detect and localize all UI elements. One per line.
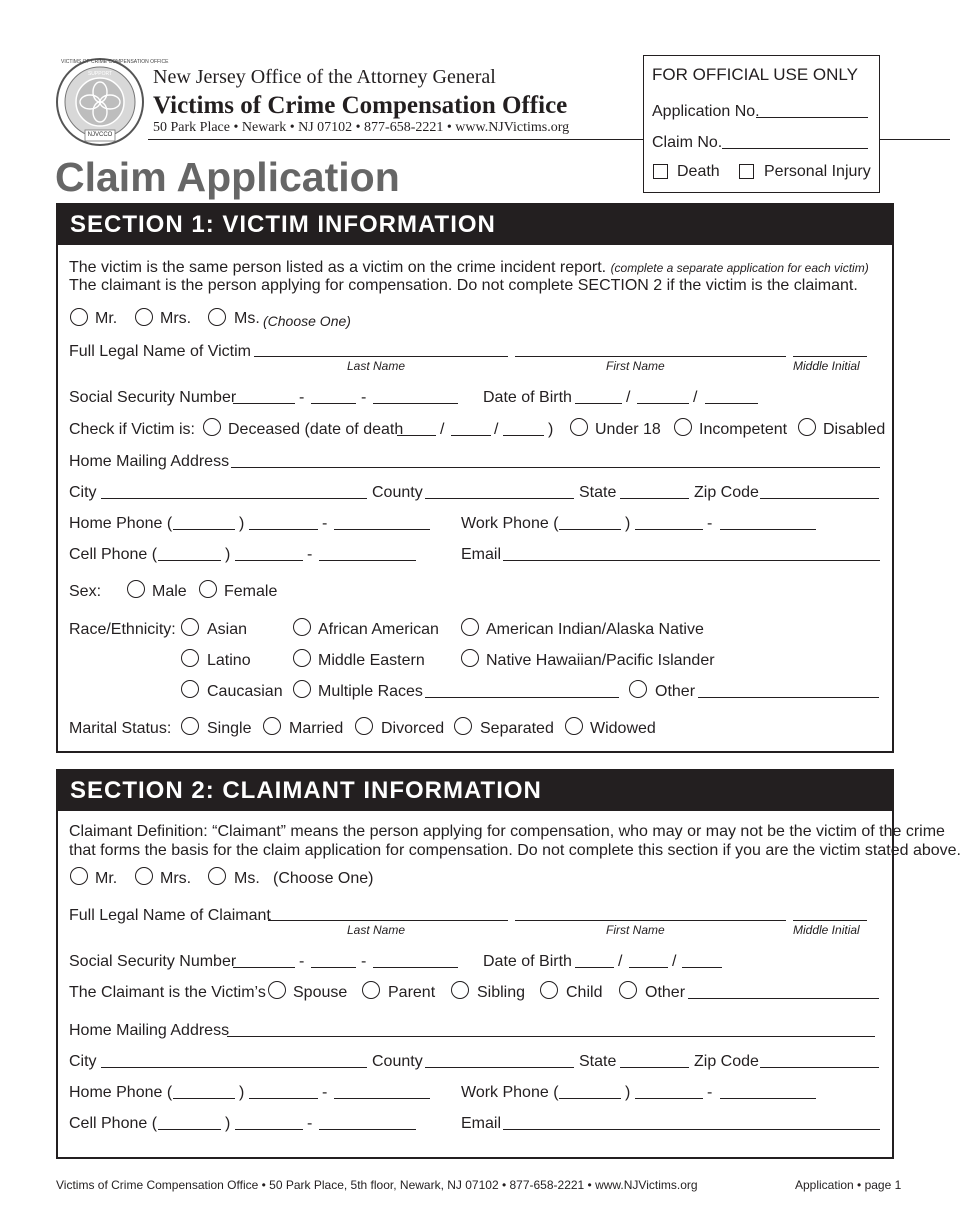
s2-cell-phone-close: ) xyxy=(225,1115,231,1132)
s2-county-field[interactable] xyxy=(425,1067,574,1068)
s2-state-field[interactable] xyxy=(620,1067,689,1068)
footer-address: Victims of Crime Compensation Office • 50 Park Place, 5th floor, Newark, NJ 07102 • 877-658-2221 • www.NJVictims.org xyxy=(56,1178,698,1192)
footer-page-number: Application • page 1 xyxy=(795,1178,902,1192)
s1-asian-radio[interactable] xyxy=(181,618,199,636)
s1-death-day[interactable] xyxy=(451,435,491,436)
s1-intro-note: (complete a separate application for each victim) xyxy=(610,261,869,275)
s2-cell-phone-label: Cell Phone ( xyxy=(69,1115,158,1132)
s1-death-close: ) xyxy=(548,421,554,438)
s1-intro-line2: The claimant is the person applying for compensation. Do not complete SECTION 2 if the victim is the claimant. xyxy=(69,277,858,294)
s2-dob-day[interactable] xyxy=(629,967,668,968)
s1-city-label: City xyxy=(69,484,97,501)
s1-caucasian-label: Caucasian xyxy=(207,683,283,700)
s2-child-label: Child xyxy=(566,984,603,1001)
s1-other-race-label: Other xyxy=(655,683,696,700)
s1-divorced-radio[interactable] xyxy=(355,717,373,735)
s2-work-phone-line[interactable] xyxy=(720,1098,816,1099)
s1-mr-label: Mr. xyxy=(95,310,118,327)
s2-relation-label: The Claimant is the Victim’s xyxy=(69,984,266,1001)
s1-american-indian-label: American Indian/Alaska Native xyxy=(486,621,704,638)
s2-sibling-radio[interactable] xyxy=(451,981,469,999)
s2-ssn-part3[interactable] xyxy=(373,967,458,968)
s1-death-slash1: / xyxy=(440,421,445,438)
s1-female-label: Female xyxy=(224,583,278,600)
s1-cell-phone-prefix[interactable] xyxy=(235,560,303,561)
s2-zip-field[interactable] xyxy=(760,1067,879,1068)
s2-work-phone-prefix[interactable] xyxy=(635,1098,703,1099)
s1-work-phone-area[interactable] xyxy=(559,529,621,530)
s1-ssn-dash2: - xyxy=(361,389,367,406)
s2-definition-line2: that forms the basis for the claim application for compensation. Do not complete this section if you are the victim stated above. xyxy=(69,842,961,859)
s2-mrs-label: Mrs. xyxy=(160,870,192,887)
seal-badge-text: NJVCCO xyxy=(87,132,113,138)
s1-middle-initial-caption: Middle Initial xyxy=(793,359,860,373)
s1-divorced-label: Divorced xyxy=(381,720,445,737)
s1-first-name-field[interactable] xyxy=(515,356,786,357)
s1-check-label: Check if Victim is: xyxy=(69,421,195,438)
s1-asian-label: Asian xyxy=(207,621,248,638)
s2-dob-slash2: / xyxy=(672,953,677,970)
section-1-title: SECTION 1: VICTIM INFORMATION xyxy=(58,205,892,245)
s1-mrs-label: Mrs. xyxy=(160,310,192,327)
s1-last-name-caption: Last Name xyxy=(347,359,406,373)
s2-sibling-label: Sibling xyxy=(477,984,526,1001)
s1-dob-year[interactable] xyxy=(705,403,758,404)
s1-middle-eastern-radio[interactable] xyxy=(293,649,311,667)
application-no-field[interactable] xyxy=(756,117,868,118)
s1-middle-initial-field[interactable] xyxy=(793,356,867,357)
s2-cell-phone-prefix[interactable] xyxy=(235,1129,303,1130)
s1-dob-day[interactable] xyxy=(637,403,689,404)
s1-zip-label: Zip Code xyxy=(694,484,759,501)
s1-african-american-radio[interactable] xyxy=(293,618,311,636)
s1-ssn-part3[interactable] xyxy=(373,403,458,404)
s2-city-label: City xyxy=(69,1053,97,1070)
s2-parent-label: Parent xyxy=(388,984,436,1001)
s2-cell-phone-line[interactable] xyxy=(319,1129,416,1130)
s2-other-label: Other xyxy=(645,984,686,1001)
s1-work-phone-line[interactable] xyxy=(720,529,816,530)
s1-death-month[interactable] xyxy=(397,435,436,436)
s2-dob-slash1: / xyxy=(618,953,623,970)
s1-sex-label: Sex: xyxy=(69,583,102,600)
s1-home-phone-dash: - xyxy=(322,515,328,532)
s2-home-phone-prefix[interactable] xyxy=(249,1098,318,1099)
s1-married-label: Married xyxy=(289,720,344,737)
s2-ms-radio[interactable] xyxy=(208,867,226,885)
s2-definition-line1: Claimant Definition: “Claimant” means the person applying for compensation, who may or may not be the victim of the crime xyxy=(69,823,945,840)
s1-separated-radio[interactable] xyxy=(454,717,472,735)
s1-work-phone-label: Work Phone ( xyxy=(461,515,559,532)
s2-parent-radio[interactable] xyxy=(362,981,380,999)
s1-male-radio[interactable] xyxy=(127,580,145,598)
s1-address-label: Home Mailing Address xyxy=(69,453,230,470)
s2-county-label: County xyxy=(372,1053,423,1070)
s2-mrs-radio[interactable] xyxy=(135,867,153,885)
s1-other-race-radio[interactable] xyxy=(629,680,647,698)
s1-other-race-field[interactable] xyxy=(698,697,879,698)
s2-other-field[interactable] xyxy=(688,998,879,999)
s2-address-label: Home Mailing Address xyxy=(69,1022,230,1039)
s2-work-phone-label: Work Phone ( xyxy=(461,1084,559,1101)
s2-work-phone-dash: - xyxy=(707,1084,713,1101)
s1-work-phone-dash: - xyxy=(707,515,713,532)
s1-separated-label: Separated xyxy=(480,720,554,737)
s2-child-radio[interactable] xyxy=(540,981,558,999)
s1-american-indian-radio[interactable] xyxy=(461,618,479,636)
s2-mr-label: Mr. xyxy=(95,870,118,887)
s1-race-label: Race/Ethnicity: xyxy=(69,621,176,638)
s1-email-field[interactable] xyxy=(503,560,880,561)
death-label: Death xyxy=(677,163,720,180)
s1-deceased-label: Deceased (date of death xyxy=(228,421,404,438)
s2-last-name-field[interactable] xyxy=(268,920,508,921)
s1-intro-text: The victim is the same person listed as a victim on the crime incident report. xyxy=(69,259,607,276)
s1-married-radio[interactable] xyxy=(263,717,281,735)
s1-multiple-races-radio[interactable] xyxy=(293,680,311,698)
s2-dob-year[interactable] xyxy=(682,967,722,968)
s1-disabled-radio[interactable] xyxy=(798,418,816,436)
s1-home-phone-prefix[interactable] xyxy=(249,529,318,530)
s2-home-phone-area[interactable] xyxy=(173,1098,235,1099)
s2-middle-initial-field[interactable] xyxy=(793,920,867,921)
s1-mr-radio[interactable] xyxy=(70,308,88,326)
s1-state-label: State xyxy=(579,484,617,501)
s2-choose-hint: (Choose One) xyxy=(273,870,374,887)
s2-ms-label: Ms. xyxy=(234,870,260,887)
s1-disabled-label: Disabled xyxy=(823,421,886,438)
official-use-box xyxy=(643,55,880,193)
office-address: 50 Park Place • Newark • NJ 07102 • 877-658-2221 • www.NJVictims.org xyxy=(153,120,570,135)
s2-cell-phone-area[interactable] xyxy=(158,1129,221,1130)
application-no-label: Application No. xyxy=(652,103,760,120)
s2-dob-label: Date of Birth xyxy=(483,953,572,970)
s1-widowed-radio[interactable] xyxy=(565,717,583,735)
s1-dob-slash1: / xyxy=(626,389,631,406)
s1-home-phone-line[interactable] xyxy=(334,529,430,530)
s1-incompetent-radio[interactable] xyxy=(674,418,692,436)
seal-inner-text: SUPPORT xyxy=(87,71,113,77)
s1-intro-line1 xyxy=(69,259,869,277)
s1-death-year[interactable] xyxy=(503,435,544,436)
s2-spouse-radio[interactable] xyxy=(268,981,286,999)
s1-work-phone-close: ) xyxy=(625,515,631,532)
s1-county-label: County xyxy=(372,484,423,501)
s2-first-name-caption: First Name xyxy=(606,923,665,937)
s2-first-name-field[interactable] xyxy=(515,920,786,921)
s1-multiple-races-label: Multiple Races xyxy=(318,683,423,700)
s1-african-american-label: African American xyxy=(318,621,439,638)
s1-single-radio[interactable] xyxy=(181,717,199,735)
s1-middle-eastern-label: Middle Eastern xyxy=(318,652,425,669)
personal-injury-label: Personal Injury xyxy=(764,163,871,180)
s1-death-slash2: / xyxy=(494,421,499,438)
s1-home-phone-area[interactable] xyxy=(173,529,235,530)
s1-dob-month[interactable] xyxy=(575,403,622,404)
s1-male-label: Male xyxy=(152,583,187,600)
s1-under18-label: Under 18 xyxy=(595,421,661,438)
s2-home-phone-label: Home Phone ( xyxy=(69,1084,173,1101)
s2-middle-initial-caption: Middle Initial xyxy=(793,923,860,937)
s1-hawaiian-radio[interactable] xyxy=(461,649,479,667)
s1-latino-label: Latino xyxy=(207,652,251,669)
s1-email-label: Email xyxy=(461,546,502,563)
s1-mrs-radio[interactable] xyxy=(135,308,153,326)
s1-county-field[interactable] xyxy=(425,498,574,499)
s1-dob-label: Date of Birth xyxy=(483,389,572,406)
s1-ssn-dash1: - xyxy=(299,389,305,406)
s2-ssn-dash1: - xyxy=(299,953,305,970)
s2-work-phone-close: ) xyxy=(625,1084,631,1101)
s1-multiple-races-field[interactable] xyxy=(425,697,619,698)
section-2-title: SECTION 2: CLAIMANT INFORMATION xyxy=(58,771,892,811)
s1-marital-label: Marital Status: xyxy=(69,720,172,737)
s2-spouse-label: Spouse xyxy=(293,984,348,1001)
s1-cell-phone-area[interactable] xyxy=(158,560,221,561)
s2-ssn-label: Social Security Number xyxy=(69,953,237,970)
s2-home-phone-close: ) xyxy=(239,1084,245,1101)
claim-no-label: Claim No. xyxy=(652,134,723,151)
s1-work-phone-prefix[interactable] xyxy=(635,529,703,530)
s1-name-label: Full Legal Name of Victim xyxy=(69,343,251,360)
s2-other-radio[interactable] xyxy=(619,981,637,999)
s2-zip-label: Zip Code xyxy=(694,1053,759,1070)
s1-widowed-label: Widowed xyxy=(590,720,656,737)
s2-name-label: Full Legal Name of Claimant xyxy=(69,907,271,924)
s1-last-name-field[interactable] xyxy=(254,356,508,357)
s2-city-field[interactable] xyxy=(101,1067,367,1068)
s1-city-field[interactable] xyxy=(101,498,367,499)
s2-email-field[interactable] xyxy=(503,1129,880,1130)
official-use-heading: FOR OFFICIAL USE ONLY xyxy=(652,65,858,84)
s1-ssn-part1[interactable] xyxy=(233,403,295,404)
s1-cell-phone-close: ) xyxy=(225,546,231,563)
s1-cell-phone-line[interactable] xyxy=(319,560,416,561)
s1-ssn-label: Social Security Number xyxy=(69,389,237,406)
s1-caucasian-radio[interactable] xyxy=(181,680,199,698)
s1-state-field[interactable] xyxy=(620,498,689,499)
s1-hawaiian-label: Native Hawaiian/Pacific Islander xyxy=(486,652,715,669)
s1-ms-label: Ms. xyxy=(234,310,260,327)
s1-single-label: Single xyxy=(207,720,252,737)
s1-home-phone-close: ) xyxy=(239,515,245,532)
s2-work-phone-area[interactable] xyxy=(559,1098,621,1099)
s2-address-field[interactable] xyxy=(227,1036,875,1037)
s1-incompetent-label: Incompetent xyxy=(699,421,788,438)
seal-ring-text: VICTIMS OF CRIME COMPENSATION OFFICE xyxy=(61,59,169,65)
s1-choose-hint: (Choose One) xyxy=(263,313,351,329)
s1-first-name-caption: First Name xyxy=(606,359,665,373)
s1-zip-field[interactable] xyxy=(760,498,879,499)
s1-under18-radio[interactable] xyxy=(570,418,588,436)
s1-cell-phone-label: Cell Phone ( xyxy=(69,546,158,563)
s2-mr-radio[interactable] xyxy=(70,867,88,885)
s1-female-radio[interactable] xyxy=(199,580,217,598)
office-name: Victims of Crime Compensation Office xyxy=(153,92,568,119)
s1-cell-phone-dash: - xyxy=(307,546,313,563)
s2-email-label: Email xyxy=(461,1115,502,1132)
claim-no-field[interactable] xyxy=(722,148,868,149)
s2-ssn-part2[interactable] xyxy=(311,967,356,968)
s2-cell-phone-dash: - xyxy=(307,1115,313,1132)
s1-ms-radio[interactable] xyxy=(208,308,226,326)
page-title: Claim Application xyxy=(55,154,400,200)
s1-address-field[interactable] xyxy=(231,467,880,468)
org-name: New Jersey Office of the Attorney General xyxy=(153,66,496,88)
seal-logo xyxy=(55,57,169,147)
s1-home-phone-label: Home Phone ( xyxy=(69,515,173,532)
s1-latino-radio[interactable] xyxy=(181,649,199,667)
s1-deceased-radio[interactable] xyxy=(203,418,221,436)
s2-state-label: State xyxy=(579,1053,617,1070)
s2-dob-month[interactable] xyxy=(575,967,614,968)
s1-ssn-part2[interactable] xyxy=(311,403,356,404)
death-checkbox[interactable] xyxy=(653,164,668,179)
s2-home-phone-line[interactable] xyxy=(334,1098,430,1099)
s2-home-phone-dash: - xyxy=(322,1084,328,1101)
s1-dob-slash2: / xyxy=(693,389,698,406)
s2-ssn-part1[interactable] xyxy=(233,967,295,968)
s2-ssn-dash2: - xyxy=(361,953,367,970)
s2-last-name-caption: Last Name xyxy=(347,923,406,937)
personal-injury-checkbox[interactable] xyxy=(739,164,754,179)
